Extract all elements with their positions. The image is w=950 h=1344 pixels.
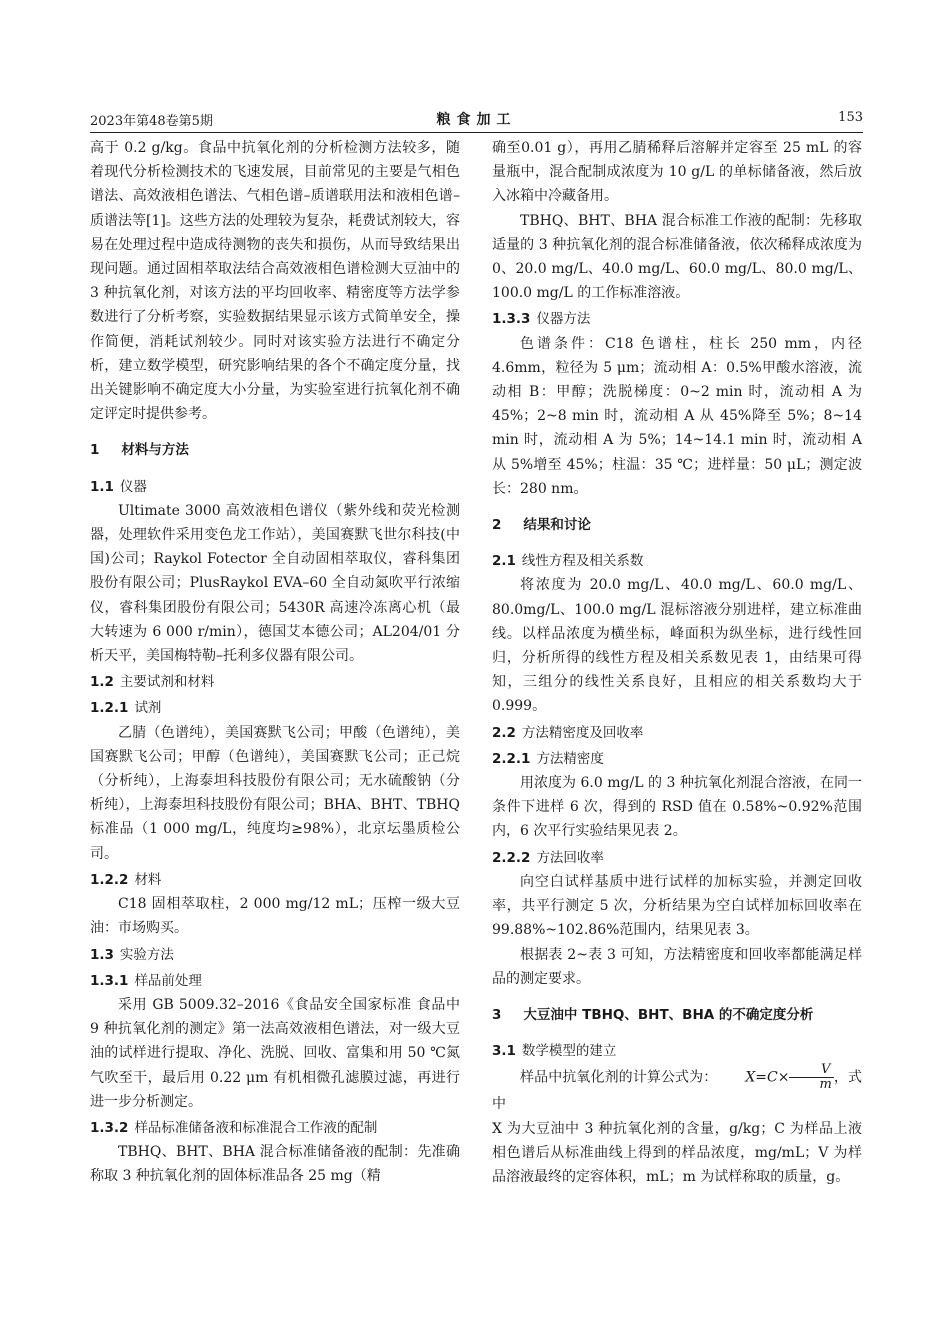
- reagents-paragraph: 乙腈（色谱纯），美国赛默飞公司；甲酸（色谱纯），美国赛默飞公司；甲醇（色谱纯），美国赛默飞公司；正己烷（分析纯），上海泰坦科技股份有限公司；无水硫酸钠（分析纯），上海泰坦科技股份有限公司；BHA、BHT、TBHQ 标准品（1 000 mg/L，纯度均≥98%），北京坛墨质检公司。: [90, 724, 460, 862]
- section-heading-2-2: 2.2 方法精密度及回收率: [492, 724, 644, 741]
- summary-paragraph: 根据表 2~表 3 可知，方法精密度和回收率都能满足样品的测定要求。: [492, 946, 862, 987]
- formula-numerator: V: [789, 1063, 833, 1078]
- section-heading-1-2-2: 1.2.2 材料: [90, 871, 162, 888]
- right-column: [492, 136, 862, 1189]
- working-solution-paragraph: TBHQ、BHT、BHA 混合标准工作液的配制：先移取适量的 3 种抗氧化剂的混合标准储备液，依次稀释成浓度为 0、20.0 mg/L、40.0 mg/L、60.0 mg/L、80.0 mg/L、100.0 mg/L 的工作标准溶液。: [492, 212, 862, 302]
- section-heading-1-1: 1.1 仪器: [90, 478, 147, 495]
- pretreatment-paragraph: 采用 GB 5009.32–2016《食品安全国家标准 食品中 9 种抗氧化剂的测定》第一法高效液相色谱法，对一级大豆油的试样进行提取、净化、洗脱、回收、富集和用 50 ℃氮气吹至干，最后用 0.22 μm 有机相微孔滤膜过滤，再进行进一步分析测定。: [90, 996, 460, 1110]
- materials-paragraph: C18 固相萃取柱，2 000 mg/12 mL；压榨一级大豆油：市场购买。: [90, 896, 460, 937]
- model-lead-text: 样品中抗氧化剂的计算公式为：: [520, 1069, 718, 1086]
- formula: [717, 1063, 833, 1092]
- page-header: [90, 110, 863, 130]
- section-heading-1: 1 材料与方法: [90, 442, 189, 459]
- section-heading-1-3: 1.3 实验方法: [90, 946, 174, 963]
- section-heading-3-1: 3.1 数学模型的建立: [492, 1043, 617, 1060]
- recovery-paragraph: 向空白试样基质中进行试样的加标实验，并测定回收率，共平行测定 5 次，分析结果为空白试样加标回收率在 99.88%~102.86%范围内，结果见表 3。: [492, 873, 862, 939]
- formula-lhs: X=C×: [745, 1069, 790, 1086]
- model-paragraph: [492, 1063, 862, 1116]
- section-heading-2-2-2: 2.2.2 方法回收率: [492, 849, 604, 866]
- formula-denominator: m: [819, 1077, 832, 1093]
- linearity-paragraph: 将浓度为 20.0 mg/L、40.0 mg/L、60.0 mg/L、80.0mg/L、100.0 mg/L 混标溶液分别进样，建立标准曲线。以样品浓度为横坐标，峰面积为纵坐标，进行线性回归，分析所得的线性方程及相关系数见表 1，由结果可得知，三组分的线性关系良好，且相应的相关系数均大于 0.999。: [492, 577, 862, 715]
- section-heading-3: 3 大豆油中 TBHQ、BHT、BHA 的不确定度分析: [492, 1006, 814, 1023]
- stock-solution-continued: 确至0.01 g），再用乙腈稀释后溶解并定容至 25 mL 的容量瓶中，混合配制成浓度为 10 g/L 的单标储备液，然后放入冰箱中冷藏备用。: [492, 140, 862, 205]
- section-heading-2-1: 2.1 线性方程及相关系数: [492, 553, 644, 570]
- model-tail-text: ，式中: [492, 1069, 863, 1113]
- section-heading-2: 2 结果和讨论: [492, 517, 591, 534]
- section-heading-1-3-3: 1.3.3 仪器方法: [492, 311, 591, 328]
- header-rule: [90, 132, 863, 133]
- section-heading-1-2-1: 1.2.1 试剂: [90, 700, 162, 717]
- section-heading-2-2-1: 2.2.1 方法精密度: [492, 750, 604, 767]
- section-heading-1-3-2: 1.3.2 样品标准储备液和标准混合工作液的配制: [90, 1119, 378, 1136]
- section-heading-1-2: 1.2 主要试剂和材料: [90, 674, 215, 691]
- page-number: 153: [838, 110, 863, 125]
- stock-solution-paragraph: TBHQ、BHT、BHA 混合标准储备液的配制：先准确称取 3 种抗氧化剂的固体标准品各 25 mg（精: [90, 1144, 460, 1185]
- instruments-paragraph: Ultimate 3000 高效液相色谱仪（紫外线和荧光检测器，处理软件采用变色龙工作站），美国赛默飞世尔科技(中国)公司；Raykol Fotector 全自动固相萃取仪，睿科集团股份有限公司；PlusRaykol EVA–60 全自动氮吹平行浓缩仪，睿科集团股份有限公司；5430R 高速冷冻离心机（最大转速为 6 000 r/min），德国艾本德公司；AL204/01 分析天平，美国梅特勒–托利多仪器有限公司。: [90, 502, 460, 665]
- model-definitions-paragraph: X 为大豆油中 3 种抗氧化剂的含量，g/kg；C 为样品上液相色谱后从标准曲线上得到的样品浓度，mg/mL；V 为样品溶液最终的定容体积，mL；m 为试样称取的质量，g。: [492, 1120, 862, 1185]
- intro-paragraph: 高于 0.2 g/kg。食品中抗氧化剂的分析检测方法较多，随着现代分析检测技术的飞速发展，目前常见的主要是气相色谱法、高效液相色谱法、气相色谱–质谱联用法和液相色谱–质谱法等[1]。这些方法的处理较为复杂，耗费试剂较大，容易在处理过程中造成待测物的丧失和损伤，从而导致结果出现问题。通过固相萃取法结合高效液相色谱检测大豆油中的 3 种抗氧化剂，对该方法的平均回收率、精密度等方法学参数进行了分析考察，实验数据结果显示该方式简单安全，操作简便，消耗试剂较少。同时对该实验方法进行不确定分析，建立数学模型，研究影响结果的各个不确定度分量，找出关键影响不确定度大小分量，为实验室进行抗氧化剂不确定评定时提供参考。: [90, 140, 460, 423]
- journal-issue: 2023年第48卷第5期: [90, 114, 213, 129]
- left-column: [90, 136, 460, 1189]
- journal-title: 粮食加工: [436, 112, 517, 128]
- precision-paragraph: 用浓度为 6.0 mg/L 的 3 种抗氧化剂混合溶液，在同一条件下进样 6 次，得到的 RSD 值在 0.58%~0.92%范围内，6 次平行实验结果见表 2。: [492, 775, 862, 840]
- chromatography-conditions-paragraph: 色谱条件：C18 色谱柱，柱长 250 mm，内径 4.6mm，粒径为 5 μm；流动相 A：0.5%甲酸水溶液，流动相 B：甲醇；洗脱梯度：0~2 min 时，流动相 A 为 45%；2~8 min 时，流动相 A 从 45%降至 5%；8~14 min 时，流动相 A 为 5%；14~14.1 min 时，流动相 A 从 5%增至 45%；柱温：35 ℃；进样量：50 μL；测定波长：280 nm。: [492, 335, 862, 497]
- formula-fraction: [789, 1063, 833, 1092]
- section-heading-1-3-1: 1.3.1 样品前处理: [90, 972, 202, 989]
